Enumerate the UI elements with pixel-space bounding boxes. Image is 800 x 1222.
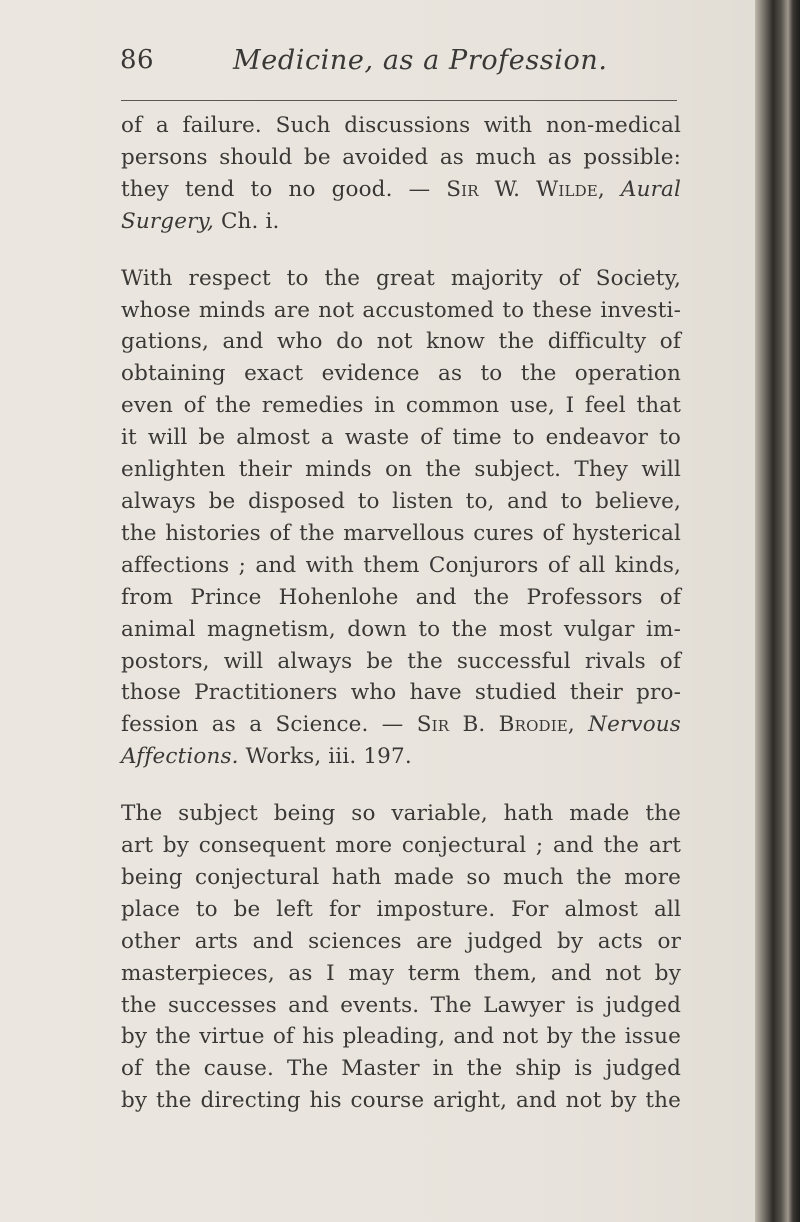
text-line: masterpieces, as I may term them, and not by xyxy=(121,960,681,986)
text-line xyxy=(121,741,681,773)
text-line: enlighten their minds on the subject. They will xyxy=(121,457,681,483)
text-line: always be disposed to listen to, and to believe, xyxy=(121,488,681,514)
text-line: they tend to no good. — Sir W. Wilde, Aural xyxy=(121,176,681,202)
citation-work: Aural xyxy=(620,176,681,202)
text-line: postors, will always be the successful rivals of xyxy=(121,648,681,674)
text-line: place to be left for imposture. For almost all xyxy=(121,896,681,922)
text-line: being conjectural hath made so much the more xyxy=(121,864,681,890)
citation-reference: Ch. i. xyxy=(220,208,280,234)
paragraph-brodie-quote xyxy=(121,263,681,774)
text-fragment: they tend to no good. xyxy=(121,176,393,202)
text-line: of the cause. The Master in the ship is judged xyxy=(121,1056,681,1082)
citation-work: Nervous xyxy=(588,712,681,738)
text-line xyxy=(121,206,681,238)
text-line: gations, and who do not know the difficulty of xyxy=(121,329,681,355)
text-line: the successes and events. The Lawyer is judged xyxy=(121,992,681,1018)
text-line: art by consequent more conjectural ; and the art xyxy=(121,833,681,859)
text-line: affections ; and with them Conjurors of all kinds, xyxy=(121,552,681,578)
header-rule xyxy=(121,100,677,101)
text-line: it will be almost a waste of time to endeavor to xyxy=(121,425,681,451)
text-line: by the virtue of his pleading, and not by the issue xyxy=(121,1024,681,1050)
body-text xyxy=(121,110,681,1142)
text-line: of a failure. Such discussions with non-medical xyxy=(121,113,681,138)
text-line: even of the remedies in common use, I feel that xyxy=(121,393,681,419)
text-line: animal magnetism, down to the most vulgar im- xyxy=(121,616,681,642)
text-line: obtaining exact evidence as to the operation xyxy=(121,361,681,387)
text-line: other arts and sciences are judged by acts or xyxy=(121,928,681,954)
citation-work: Surgery, xyxy=(121,208,214,234)
text-line: fession as a Science. — Sir B. Brodie, Nervous xyxy=(121,712,681,738)
text-line: With respect to the great majority of Society, xyxy=(121,265,681,291)
citation-author: Sir W. Wilde, xyxy=(446,176,605,202)
text-fragment: fession as a Science. xyxy=(121,712,369,738)
book-spine-edge xyxy=(755,0,800,1222)
text-line: from Prince Hohenlohe and the Professors of xyxy=(121,584,681,610)
page-header xyxy=(0,45,755,85)
text-line: by the directing his course aright, and not by the xyxy=(121,1088,681,1114)
text-line: persons should be avoided as much as possible: xyxy=(121,144,681,170)
text-line: whose minds are not accustomed to these investi- xyxy=(121,297,681,323)
citation-work: Affections. xyxy=(121,744,239,770)
text-line: the histories of the marvellous cures of hysterical xyxy=(121,520,681,546)
paragraph-bacon-quote xyxy=(121,798,681,1117)
text-line: those Practitioners who have studied their pro- xyxy=(121,680,681,706)
citation-reference: Works, iii. 197. xyxy=(245,744,412,770)
citation-author: Sir B. Brodie, xyxy=(416,712,575,738)
text-line: The subject being so variable, hath made the xyxy=(121,801,681,827)
paragraph-wilde-quote xyxy=(121,110,681,238)
running-title: Medicine, as a Profession. xyxy=(233,45,608,76)
page-number: 86 xyxy=(120,45,155,75)
